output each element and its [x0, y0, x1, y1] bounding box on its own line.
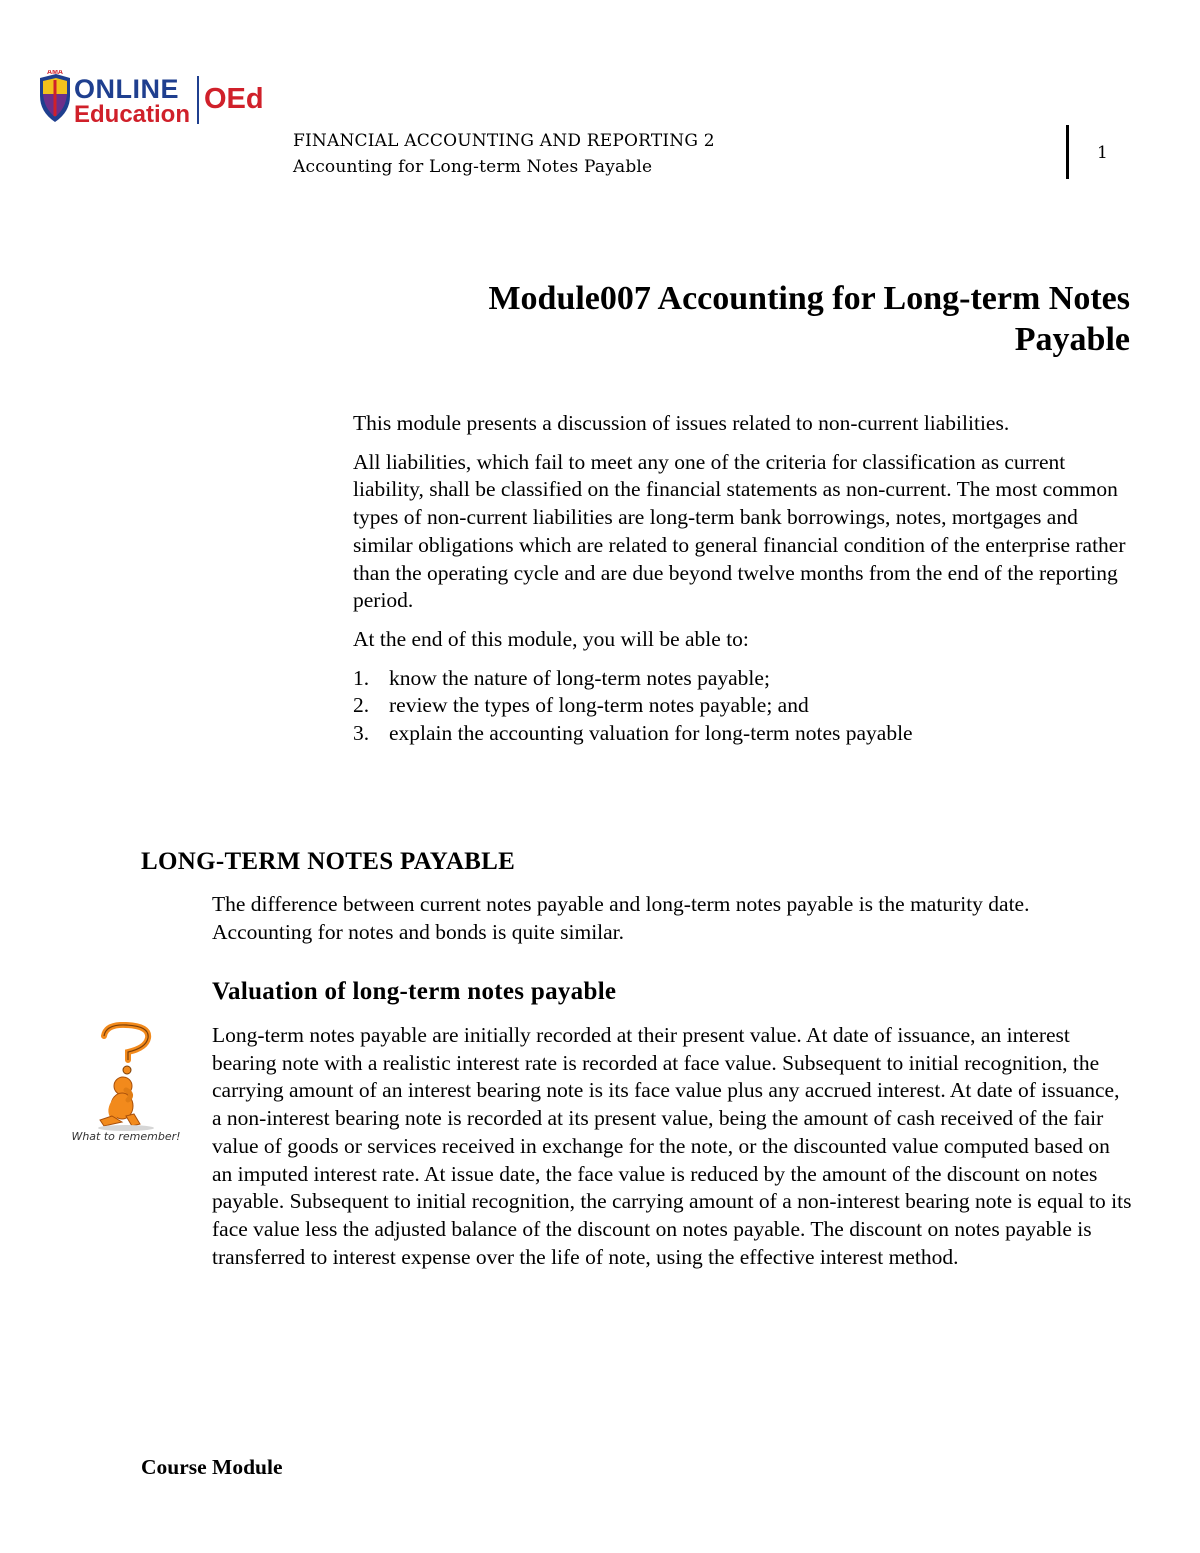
online-education-logo — [36, 70, 272, 130]
logo-shield-text: AMA — [47, 70, 63, 76]
intro-paragraph-2: All liabilities, which fail to meet any one of the criteria for classification as current liability, shall be classified on the financial statements as non-current. The most common types of non-current liabilities are long-term bank borrowings, notes, mortgages and similar obligations which are related to general financial condition of the enterprise rather than the operating cycle and are due beyond twelve months from the end of the reporting period. — [353, 449, 1126, 613]
section2-body: Long-term notes payable are initially recorded at their present value. At date of issuance, an interest bearing note with a realistic interest rate is recorded at face value. Subsequent to initial recognition, the carrying amount of an interest bearing note is its face value plus any accrued interest. At date of issuance, a non-interest bearing note is recorded at its present value, being the amount of cash received of the fair value of goods or services received in exchange for the note, or the discounted value computed based on an imputed interest rate. At issue date, the face value is reduced by the amount of the discount on notes payable. Subsequent to initial recognition, the carrying amount of a non-interest bearing note is equal to its face value less the adjusted balance of the discount on notes payable. The discount on notes payable is transferred to interest expense over the life of note, using the effective interest method. — [212, 1023, 1132, 1269]
module-title-line1: Module007 Accounting for Long-term Notes — [488, 280, 1130, 317]
module-title — [370, 278, 1130, 360]
list-item-number: 2. — [353, 693, 370, 718]
intro-paragraph-3: At the end of this module, you will be able to: — [353, 626, 749, 651]
list-item-number: 1. — [353, 665, 370, 690]
objectives-list — [353, 665, 1133, 748]
logo-oed-text: OEd — [204, 83, 264, 115]
module-title-line2: Payable — [1014, 321, 1130, 358]
illustration-caption: What to remember! — [71, 1130, 181, 1143]
header-divider — [1066, 125, 1069, 179]
module-intro — [353, 410, 1133, 748]
section-heading-valuation: Valuation of long-term notes payable — [212, 978, 617, 1005]
section1-body: The difference between current notes payable and long-term notes payable is the maturity date. Accounting for notes and bonds is quite similar. — [212, 892, 1030, 944]
list-item-text: explain the accounting valuation for long-term notes payable — [389, 721, 913, 746]
logo-online-text: ONLINE — [74, 74, 180, 104]
logo-education-text: Education — [74, 101, 191, 128]
what-to-remember-icon — [66, 1022, 186, 1148]
footer-course-module: Course Module — [141, 1455, 283, 1479]
list-item-text: know the nature of long-term notes payable; — [389, 665, 770, 690]
list-item — [353, 692, 1133, 720]
list-item-text: review the types of long-term notes payable; and — [389, 693, 809, 718]
running-header — [293, 128, 715, 180]
list-item-number: 3. — [353, 721, 370, 746]
page-number: 1 — [1097, 143, 1108, 163]
section-heading-long-term-notes: LONG-TERM NOTES PAYABLE — [141, 848, 516, 875]
list-item — [353, 665, 1133, 693]
header-course: FINANCIAL ACCOUNTING AND REPORTING 2 — [293, 131, 715, 151]
list-item — [353, 720, 1133, 748]
intro-paragraph-1: This module presents a discussion of issues related to non-current liabilities. — [353, 411, 1010, 435]
header-subtitle: Accounting for Long-term Notes Payable — [293, 157, 653, 177]
